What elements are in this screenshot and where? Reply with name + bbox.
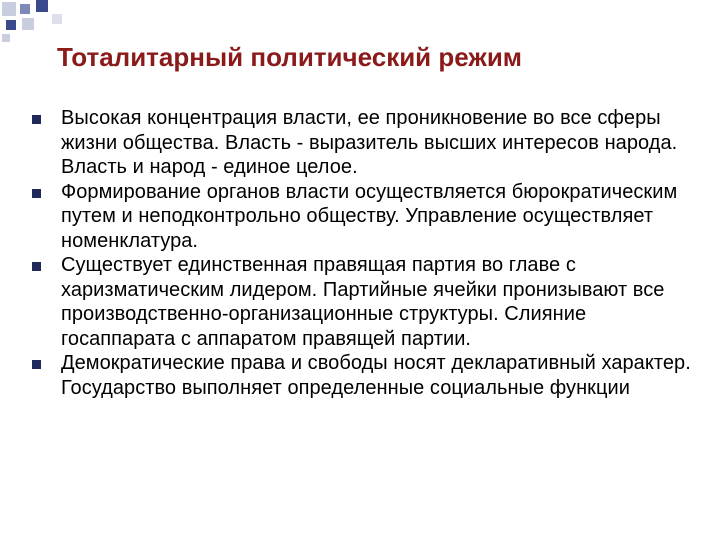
list-item xyxy=(32,351,702,400)
bullet-text: Существует единственная правящая партия во главе с харизматическим лидером. Партийные ячейки пронизывают все производственно-организационные структуры. Слияние госаппарата с аппаратом правящей партии. xyxy=(61,254,665,350)
decor-square xyxy=(2,2,16,16)
square-bullet-icon xyxy=(32,262,41,271)
square-bullet-icon xyxy=(32,189,41,198)
decor-square xyxy=(22,18,34,30)
bullet-text: Демократические права и свободы носят декларативный характер. Государство выполняет определенные социальные функции xyxy=(61,352,691,399)
square-bullet-icon xyxy=(32,115,41,124)
list-item xyxy=(32,106,702,180)
decor-square xyxy=(36,0,48,12)
slide-title: Тоталитарный политический режим xyxy=(57,42,523,72)
decor-square xyxy=(2,34,10,42)
decor-square xyxy=(52,14,62,24)
bullet-text: Высокая концентрация власти, ее проникновение во все сферы жизни общества. Власть - выразитель высших интересов народа. Власть и народ - единое целое. xyxy=(61,107,678,178)
list-item xyxy=(32,253,702,351)
decor-square xyxy=(6,20,16,30)
decor-square xyxy=(20,4,30,14)
bullet-list xyxy=(32,106,702,400)
bullet-text: Формирование органов власти осуществляется бюрократическим путем и неподконтрольно обществу. Управление осуществляет номенклатура. xyxy=(61,180,678,252)
square-bullet-icon xyxy=(32,360,41,369)
list-item xyxy=(32,180,702,254)
